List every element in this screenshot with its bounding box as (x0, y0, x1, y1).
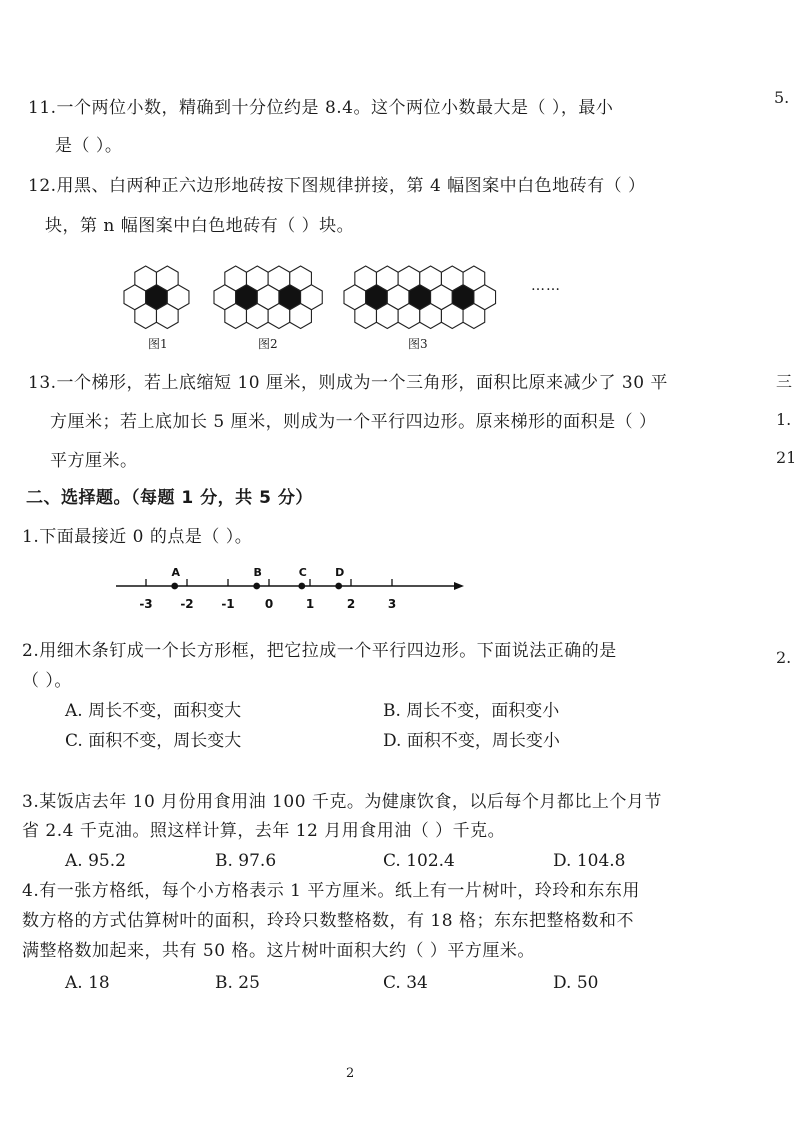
pattern-ellipsis: …… (531, 278, 561, 294)
choice-q2-option-a: A. 周长不变，面积变大 (65, 701, 242, 721)
choice-q4-stem1: 4.有一张方格纸，每个小方格表示 1 平方厘米。纸上有一片树叶，玲玲和东东用 (22, 881, 640, 901)
white-hexagon-tile (156, 304, 178, 329)
number-line-point-label: A (171, 566, 180, 579)
number-line-point-a (171, 583, 178, 590)
choice-q2-option-b: B. 周长不变，面积变小 (383, 701, 560, 721)
number-line-tick-label: 3 (387, 597, 397, 611)
q13-line2: 方厘米；若上底加长 5 厘米，则成为一个平行四边形。原来梯形的面积是（ ） (50, 412, 657, 432)
white-hexagon-tile (225, 304, 247, 329)
hex-figure-3 (344, 266, 496, 329)
number-line-point-d (335, 583, 342, 590)
number-line (110, 558, 470, 618)
number-line-point-b (253, 583, 260, 590)
figure1-caption: 图1 (148, 337, 168, 351)
q11-line1: 11.一个两位小数，精确到十分位约是 8.4。这个两位小数最大是（ ），最小 (28, 98, 614, 118)
number-line-tick-label: -3 (139, 597, 153, 611)
choice-q4-option-d: D. 50 (553, 973, 599, 993)
hex-figure-1 (124, 266, 189, 329)
number-line-tick-label: 1 (305, 597, 315, 611)
choice-q2-option-c: C. 面积不变，周长变大 (65, 731, 242, 751)
edge-section-3: 三 (776, 372, 793, 391)
number-line-tick-label: -2 (180, 597, 194, 611)
edge-item-2: 2. (776, 648, 792, 667)
edge-item-21: 21 (776, 448, 796, 467)
number-line-arrow (454, 582, 464, 590)
white-hexagon-tile (268, 304, 290, 329)
white-hexagon-tile (135, 304, 157, 329)
number-line-point-label: C (298, 566, 307, 579)
white-hexagon-tile (246, 304, 268, 329)
choice-q2-option-d: D. 面积不变，周长变小 (383, 731, 560, 751)
q12-line2: 块，第 n 幅图案中白色地砖有（ ）块。 (45, 216, 355, 236)
white-hexagon-tile (463, 304, 485, 329)
choice-q3-option-d: D. 104.8 (553, 851, 626, 871)
white-hexagon-tile (355, 304, 377, 329)
white-hexagon-tile (376, 304, 398, 329)
number-line-tick-label: 0 (264, 597, 274, 611)
choice-q2-stem1: 2.用细木条钉成一个长方形框，把它拉成一个平行四边形。下面说法正确的是 (22, 641, 617, 661)
choice-q4-option-b: B. 25 (215, 973, 260, 993)
white-hexagon-tile (441, 304, 463, 329)
figure3-caption: 图3 (408, 337, 428, 351)
number-line-point-label: D (335, 566, 345, 579)
edge-item-1: 1. (776, 410, 792, 429)
choice-q2-stem2: （ ）。 (22, 671, 72, 691)
choice-q4-option-a: A. 18 (65, 973, 110, 993)
choice-q4-stem3: 满整格数加起来，共有 50 格。这片树叶面积大约（ ）平方厘米。 (22, 941, 535, 961)
choice-q4-option-c: C. 34 (383, 973, 428, 993)
choice-q4-stem2: 数方格的方式估算树叶的面积，玲玲只数整格数，有 18 格；东东把整格数和不 (22, 911, 634, 931)
white-hexagon-tile (420, 304, 442, 329)
number-line-point-c (298, 583, 305, 590)
q11-line2: 是（ ）。 (55, 136, 123, 156)
q13-line3: 平方厘米。 (50, 451, 138, 471)
number-line-tick-label: 2 (346, 597, 356, 611)
figure2-caption: 图2 (258, 337, 278, 351)
edge-item-5: 5. (774, 88, 790, 107)
q12-line1: 12.用黑、白两种正六边形地砖按下图规律拼接，第 4 幅图案中白色地砖有（ ） (28, 176, 646, 196)
white-hexagon-tile (290, 304, 312, 329)
number-line-point-label: B (253, 566, 262, 579)
choice-q3-stem2: 省 2.4 千克油。照这样计算，去年 12 月用食用油（ ）千克。 (22, 821, 506, 841)
choice-q3-stem1: 3.某饭店去年 10 月份用食用油 100 千克。为健康饮食，以后每个月都比上个月节 (22, 792, 662, 812)
hexagon-pattern-figures (118, 252, 518, 332)
choice-q1-stem: 1.下面最接近 0 的点是（ ）。 (22, 527, 253, 547)
number-line-tick-label: -1 (221, 597, 235, 611)
choice-q3-option-b: B. 97.6 (215, 851, 277, 871)
page-number: 2 (346, 1066, 355, 1081)
white-hexagon-tile (398, 304, 420, 329)
choice-q3-option-c: C. 102.4 (383, 851, 455, 871)
hex-figure-2 (214, 266, 322, 329)
section2-title: 二、选择题。（每题 1 分，共 5 分） (26, 488, 313, 508)
choice-q3-option-a: A. 95.2 (65, 851, 126, 871)
q13-line1: 13.一个梯形，若上底缩短 10 厘米，则成为一个三角形，面积比原来减少了 30 平 (28, 373, 668, 393)
